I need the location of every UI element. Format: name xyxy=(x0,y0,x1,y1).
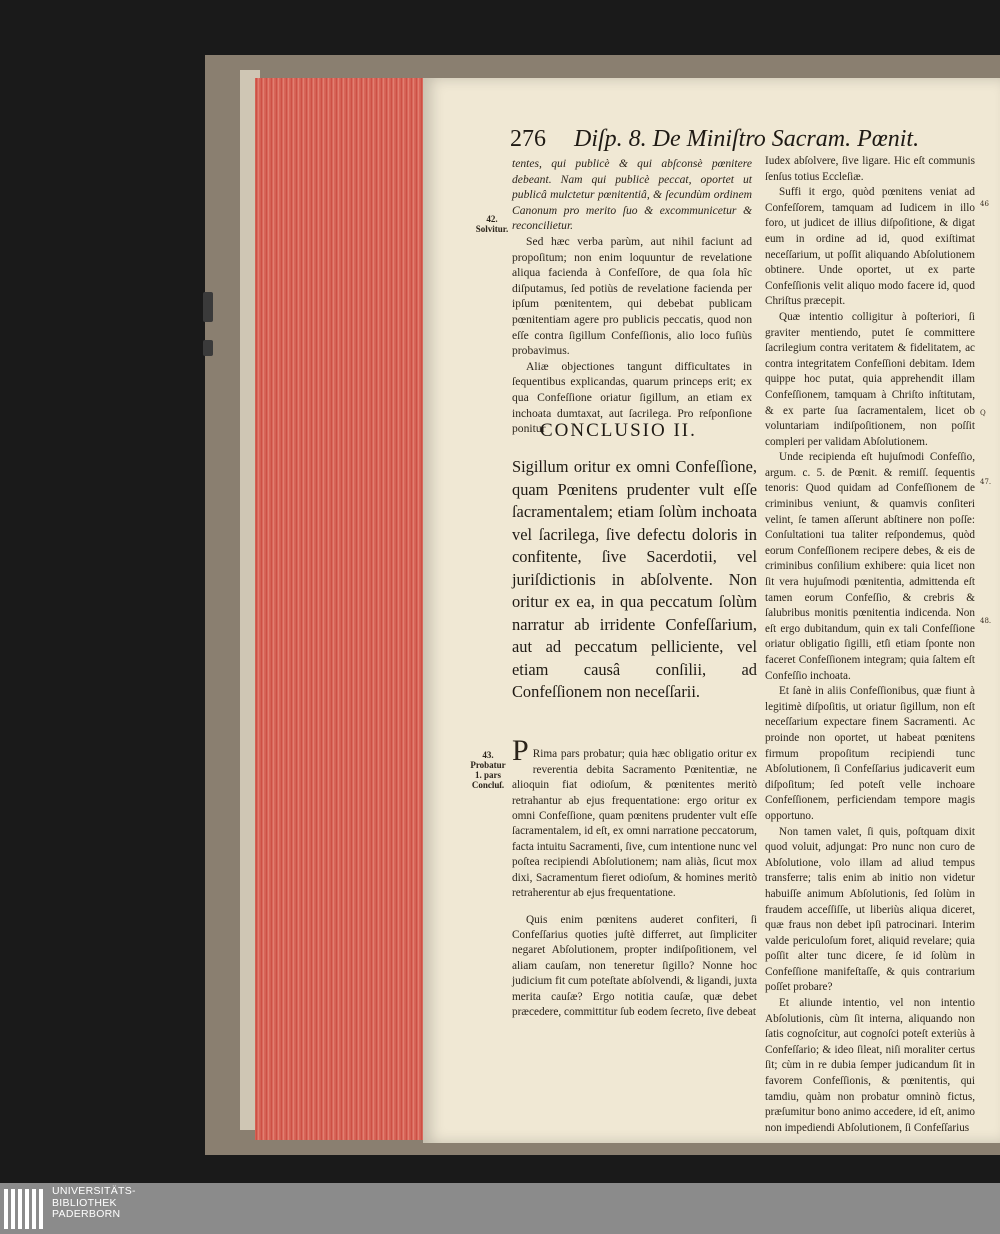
library-footer xyxy=(0,1183,1000,1234)
margin-fragment: 48. xyxy=(980,617,992,625)
margin-fragment: 46 xyxy=(980,200,989,208)
book-clasp-upper xyxy=(203,292,213,322)
red-page-edges xyxy=(255,78,423,1140)
margin-label: Solvitur. xyxy=(475,224,509,234)
paragraph: Aliæ objectiones tangunt difficultates in ſequentibus explicandas, quarum princeps erit; ex qua Confeſſione oriatur ſigillum, an etiam ex inchoata dumtaxat, aut ſacrilega. Pro reſponſione ponitur xyxy=(512,359,752,436)
running-head-title: Diſp. 8. De Miniſtro Sacram. Pœnit. xyxy=(574,126,920,152)
library-name-line: BIBLIOTHEK xyxy=(52,1196,117,1209)
proof-paragraph: Rima pars probatur; quia hæc obligatio oritur ex reverentia debita Sacramento Pœnitentiæ, ne alioquin fiat odioſum, & pœnitentes meritò retrahantur ab ejus frequentatione: ergo oritur ex omni Confeſſione, quam pœnitens prudenter vult eſſe ſacramentalem, id eſt, ex omni narratione peccatorum, facta intuitu Sacramenti, ſive, cum intentione nunc vel poſtea recipiendi Abſolutionem; nam aliàs, ſicut mox dixi, Sacramentum fieret odioſum, & homines meritò retraherentur ab ejus frequentatione. xyxy=(512,748,758,899)
paragraph: Suffi it ergo, quòd pœnitens veniat ad Confeſſorem, tamquam ad Iudicem in illo foro, ut judicet de illius diſpoſitione, & digat eum in ordine ad id, quod exiſtimat neceſſarium, ut poſſit aliquando Abſolutionem obtinere. Unde oportet, ut ex parte Confeſſionis velit aliquo modo facere id, quod Chriſtus præcepit. xyxy=(765,186,975,308)
paragraph: Et aliunde intentio, vel non intentio Abſolutionis, cùm ſit interna, aliquando non ſatis cognoſcitur, aut cognoſci poteſt exteriùs à Confeſſario; & ideo ſileat, niſi moraliter certus ſit; cùm in re dubia ſemper judicandum ſit in favorem Confeſſionis, & pœnitentis, qui tamdiu, quàm non probatur omninò fictus, præſumitur bono animo accedere, id eſt, animo non impediendi Abſolutionem, ſi Confeſſarius xyxy=(765,997,975,1134)
right-column xyxy=(765,154,975,1136)
margin-fragment: Q xyxy=(980,409,986,417)
library-name xyxy=(52,1186,136,1221)
conclusio-heading: CONCLUSIO II. xyxy=(540,420,697,441)
book-clasp-lower xyxy=(203,340,213,356)
proof-paragraph: Quis enim pœnitens auderet confiteri, ſi Confeſſarius quoties juſtè differret, aut ſimpliciter negaret Abſolutionem, propter indiſpoſitionem, vel aliam cauſam, non teneretur ſigillo? Nonne hoc judicium fit cum poteſtate abſolvendi, & ligandi, juxta merita cauſæ? Ergo notitia cauſæ, quæ debet præcedere, committitur ſub eodem ſecreto, ſive debeat xyxy=(512,913,757,1019)
margin-label: Probatur 1. pars Concluſ. xyxy=(470,760,506,790)
conclusio-thesis: Sigillum oritur ex omni Confeſſione, quam Pœnitens prudenter vult eſſe ſacramentalem; etiam ſolùm inchoata vel ſacrilega, ſive defectu doloris in confitente, ſive Sacerdotii, vel juriſdictionis in abſolvente. Non oritur ex ea, in qua peccatum ſolùm narratur ab irridente Confeſſarium, aut ad peccatum pelliciente, vel etiam causâ conſilii, ad Confeſſionem non neceſſarii. xyxy=(512,457,757,701)
library-logo-icon xyxy=(4,1189,46,1229)
margin-note-42 xyxy=(475,214,509,234)
paragraph: Non tamen valet, ſi quis, poſtquam dixit quod voluit, adjungat: Pro nunc non curo de Abſolutione, volo illam ad aliud tempus transferre; talis enim ab initio non videtur habuiſſe animum Abſolutionis, ſed ſolùm in fraudem acceſſiſſe, ut liberiùs aliqua diceret, quæ fraus non debet ipſi patrocinari. Interim valde periculoſum foret, aliquid revelare; quia poſſit alter tunc dicere, ſe id ſolùm in Confeſſione manifeſtaſſe, & quis contrarium poſſet probare? xyxy=(765,825,975,994)
facing-page-margin xyxy=(980,200,1000,900)
proof-section xyxy=(512,736,757,1032)
paragraph: Unde recipienda eſt hujuſmodi Confeſſio, argum. c. 5. de Pœnit. & remiſſ. ſequentis tenoris: Quod quidam ad Confeſſionem de criminibus veniunt, & quamvis conſiteri velint, ſe tamen aſſerunt abſtinere non poſſe: Conſultationi tua taliter reſpondemus, quòd eorum Confeſſionem recipere debes, & eis de criminibus conſilium exhibere: quia licet non ſit vera hujuſmodi pœnitentia, admittenda eſt tamen eorum Confeſſio, & crebris & ſalubribus monitis pœnitentia indicenda. Non eſt ergo dubitandum, quin ex tali Confeſſione oriatur obligatio ſigilli, etſi etiam ſponte non faceret Confeſſionem integram; quia ſaltem eſt Confeſſio inchoata. xyxy=(765,451,975,682)
paragraph: Et ſanè in aliis Confeſſionibus, quæ fiunt à legitimè diſpoſitis, ut oriatur ſigillum, non eſt neceſſarium expectare finem Sacramenti. Ac proinde non oportet, ut habeat pœnitens firmum propoſitum recipiendi tunc Abſolutionem, ſi Confeſſarius judicaverit eum diſpoſitum; ſed poteſt velle inchoare Confeſſionem, perficiendam tempore magis opportuno. xyxy=(765,685,975,822)
margin-number: 43. xyxy=(482,750,494,760)
drop-cap: P xyxy=(512,734,529,767)
running-head xyxy=(510,126,919,153)
margin-number: 42. xyxy=(486,214,498,224)
margin-note-43 xyxy=(466,750,510,790)
left-column xyxy=(512,156,752,437)
paragraph: tentes, qui publicè & qui abſconsè pœnitere debeant. Nam qui publicè peccat, oportet ut publicâ mulctetur pœnitentiâ, & ſecundùm ordinem Canonum pro merito ſuo & excommunicetur & reconcilietur. xyxy=(512,157,752,233)
paragraph: Quæ intentio colligitur à poſteriori, ſi graviter mentiendo, putet ſe committere ſacrilegium contra veritatem & fidelitatem, ac contra integritatem Confeſſioni debitam. Idem quippe hoc putat, quia apprehendit illam Confeſſionem, tamquam à Chriſto inſtitutam, & ex parte ſua ſacramentalem, licet ob voluntariam indiſpoſitionem, non poſſit compleri per validam Abſolutionem. xyxy=(765,310,975,448)
paragraph: Sed hæc verba parùm, aut nihil faciunt ad propoſitum; non enim loquuntur de revelatione aliqua facienda à Confeſſore, de qua ſola hîc diſputamus, ſed potiùs de revelatione facienda per ipſum pœnitentem, qui debebat publicam pœnitentiam agere pro publicis peccatis, quod non eſſe contra ſigillum Confeſſionis, alio loco fuſiùs probavimus. xyxy=(512,234,752,358)
margin-fragment: 47. xyxy=(980,478,992,486)
library-name-line: PADERBORN xyxy=(52,1208,121,1220)
paragraph: Iudex abſolvere, ſive ligare. Hic eſt communis ſenſus totius Eccleſiæ. xyxy=(765,155,975,183)
page-number: 276 xyxy=(510,126,546,152)
library-name-line: UNIVERSITÄTS- xyxy=(52,1185,136,1197)
